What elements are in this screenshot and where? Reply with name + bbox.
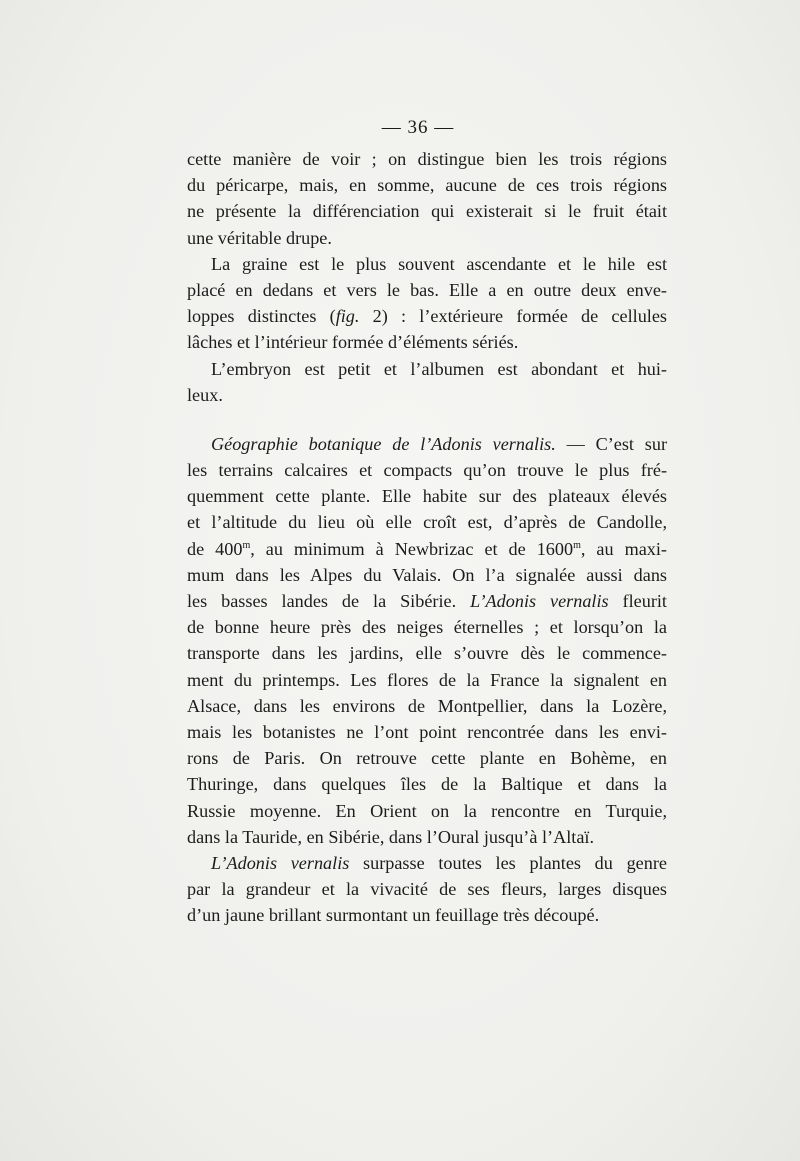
text-line	[187, 850, 667, 876]
text-line: L’embryon est petit et l’albumen est abondant et hui-	[211, 358, 667, 379]
species-name: L’Adonis vernalis	[211, 852, 350, 873]
text-line: et l’altitude du lieu où elle croît est, d’après de Candolle,	[187, 512, 667, 533]
text-run: de 400	[187, 538, 243, 559]
paragraph-embryo	[187, 356, 667, 408]
text-line: Alsace, dans les environs de Montpellier, dans la Lozère,	[187, 695, 667, 716]
text-line: placé en dedans et vers le bas. Elle a en outre deux enve-	[187, 279, 667, 300]
text-run: surpasse toutes les plantes du genre	[349, 852, 667, 873]
paragraph-geography	[187, 431, 667, 850]
text-line	[187, 431, 667, 457]
text-run: , au minimum à Newbrizac et de 1600	[250, 538, 574, 559]
text-line: ne présente la différenciation qui existerait si le fruit était	[187, 201, 667, 222]
text-line: ment du printemps. Les flores de la France la signalent en	[187, 669, 667, 690]
text-run: , au maxi-	[580, 538, 667, 559]
page-number: — 36 —	[381, 117, 455, 138]
text-line: par la grandeur et la vivacité de ses fleurs, larges disques	[187, 879, 667, 900]
text-line: les terrains calcaires et compacts qu’on trouve le plus fré-	[187, 460, 667, 481]
text-line: mum dans les Alpes du Valais. On l’a signalée aussi dans	[187, 564, 667, 585]
paragraph-pericarp	[187, 146, 667, 251]
text-line: transporte dans les jardins, elle s’ouvre dès le commence-	[187, 643, 667, 664]
unit-superscript: m	[573, 539, 581, 551]
text-line	[187, 536, 667, 562]
text-run: fleurit	[608, 591, 667, 611]
text-run: les basses landes de la Sibérie.	[187, 591, 471, 611]
text-run: 2) : l’extérieure formée de cellules	[359, 306, 667, 327]
text-line: de bonne heure près des neiges éternelles ; et lorsqu’on la	[187, 617, 667, 638]
text-run: loppes distinctes (	[187, 306, 336, 327]
text-line: d’un jaune brillant surmontant un feuillage très découpé.	[187, 905, 600, 926]
text-line	[187, 588, 667, 614]
paragraph-flowers	[187, 850, 667, 929]
body-text	[187, 146, 667, 928]
text-line: Russie moyenne. En Orient on la rencontre en Turquie,	[187, 800, 667, 821]
text-line: rons de Paris. On retrouve cette plante en Bohème, en	[187, 748, 667, 769]
text-line	[187, 303, 667, 329]
figure-reference: fig.	[335, 306, 360, 327]
paragraph-seed	[187, 251, 667, 356]
text-line: Thuringe, dans quelques îles de la Baltique et dans la	[187, 774, 667, 795]
unit-superscript: m	[242, 539, 251, 551]
text-line: mais les botanistes ne l’ont point rencontrée dans les envi-	[187, 721, 667, 742]
text-line: cette manière de voir ; on distingue bien les trois régions	[187, 149, 667, 169]
text-line: lâches et l’intérieur formée d’éléments sériés.	[187, 332, 519, 353]
text-line: une véritable drupe.	[187, 227, 332, 248]
text-line: dans la Tauride, en Sibérie, dans l’Oural jusqu’à l’Altaï.	[187, 826, 594, 847]
text-run: — C’est sur	[555, 433, 667, 454]
section-heading: Géographie botanique de l’Adonis vernalis.	[211, 433, 556, 454]
paragraph-gap	[187, 408, 667, 431]
text-line: La graine est le plus souvent ascendante et le hile est	[211, 253, 667, 274]
text-line: du péricarpe, mais, en somme, aucune de ces trois régions	[187, 175, 667, 196]
species-name: L’Adonis vernalis	[470, 591, 609, 611]
text-line: quemment cette plante. Elle habite sur des plateaux élevés	[187, 486, 667, 507]
text-line: leux.	[187, 384, 223, 405]
